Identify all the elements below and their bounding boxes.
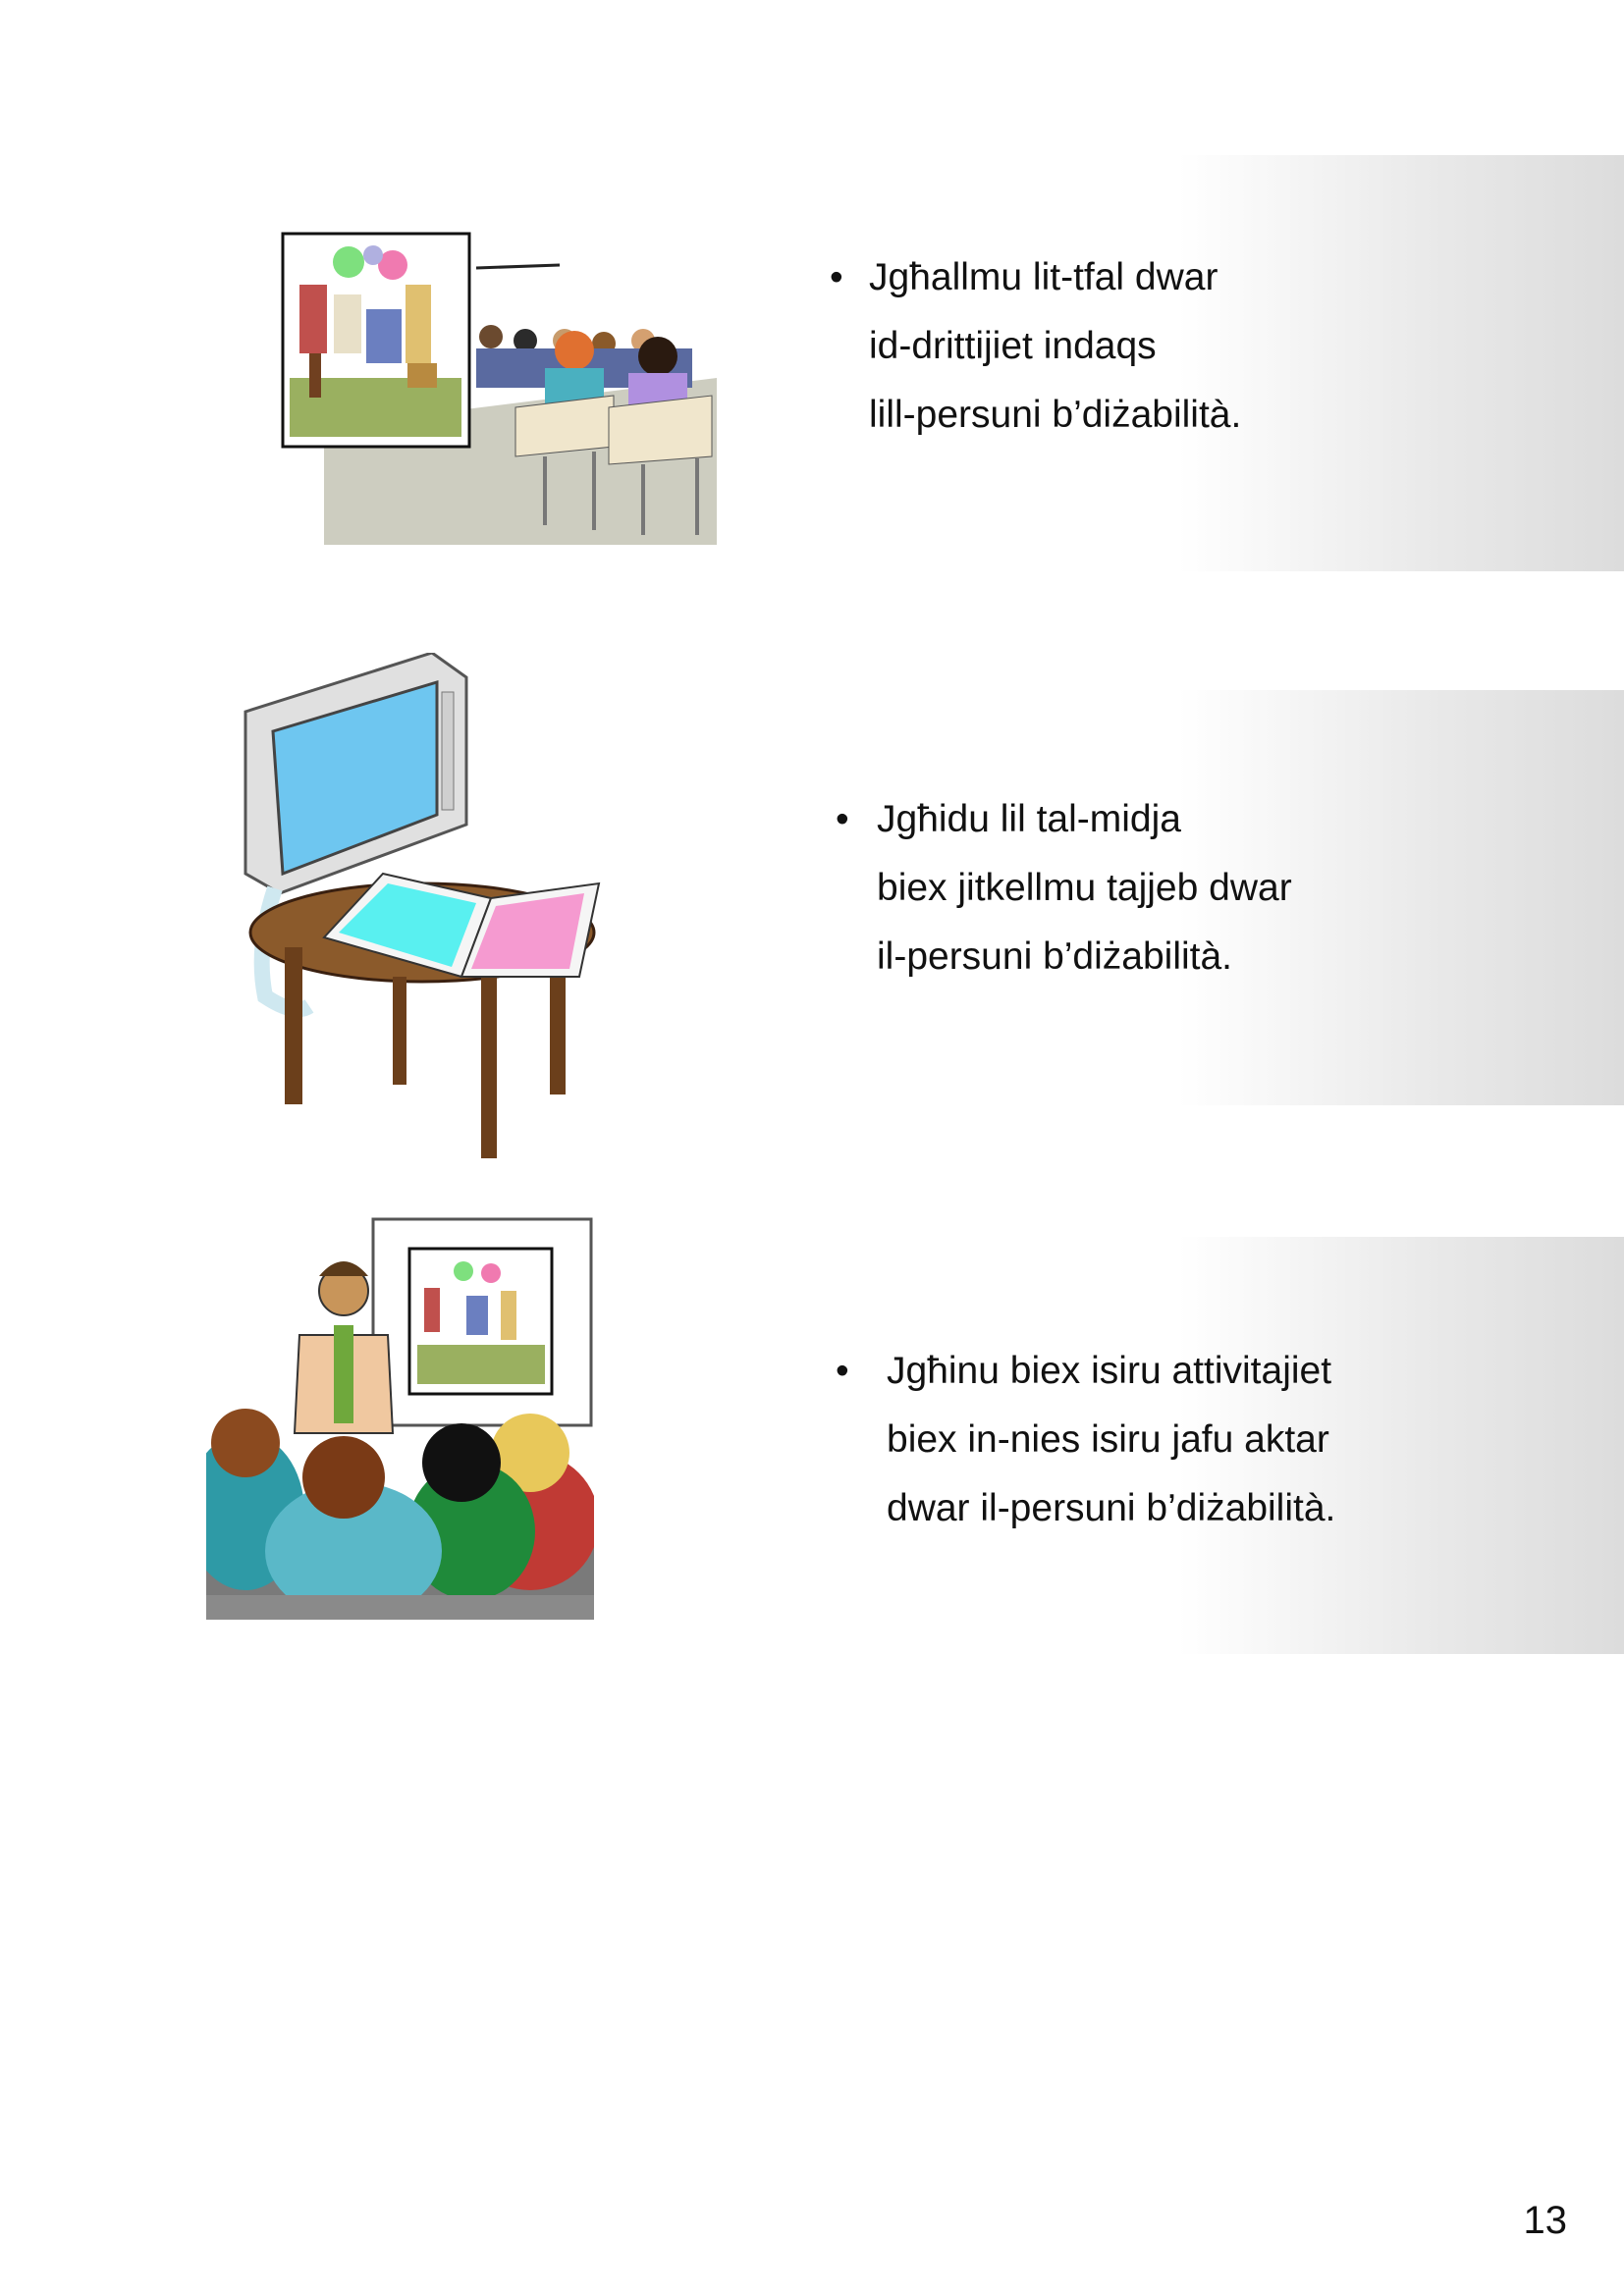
- bullet-line: biex in-nies isiru jafu aktar: [887, 1418, 1329, 1461]
- bullet-line: id-drittijiet indaqs: [869, 325, 1157, 367]
- classroom-illustration: [280, 231, 722, 545]
- bullet-line: Jgħallmu lit-tfal dwar: [869, 256, 1218, 298]
- page-number: 13: [1523, 2199, 1567, 2242]
- bullet-line: Jgħidu lil tal-midja: [877, 798, 1181, 840]
- tv-and-book-illustration: [236, 653, 609, 1163]
- bullet-symbol: •: [830, 256, 843, 298]
- bullet-line: dwar il-persuni b’diżabilità.: [887, 1487, 1336, 1529]
- bullet-symbol: •: [836, 798, 849, 840]
- gray-gradient-band: [1178, 155, 1624, 571]
- presentation-illustration: [206, 1217, 594, 1620]
- bullet-symbol: •: [836, 1350, 849, 1392]
- bullet-line: lill-persuni b’diżabilità.: [869, 394, 1242, 436]
- bullet-line: Jgħinu biex isiru attivitajiet: [887, 1350, 1332, 1392]
- bullet-line: il-persuni b’diżabilità.: [877, 935, 1233, 978]
- bullet-line: biex jitkellmu tajjeb dwar: [877, 867, 1292, 909]
